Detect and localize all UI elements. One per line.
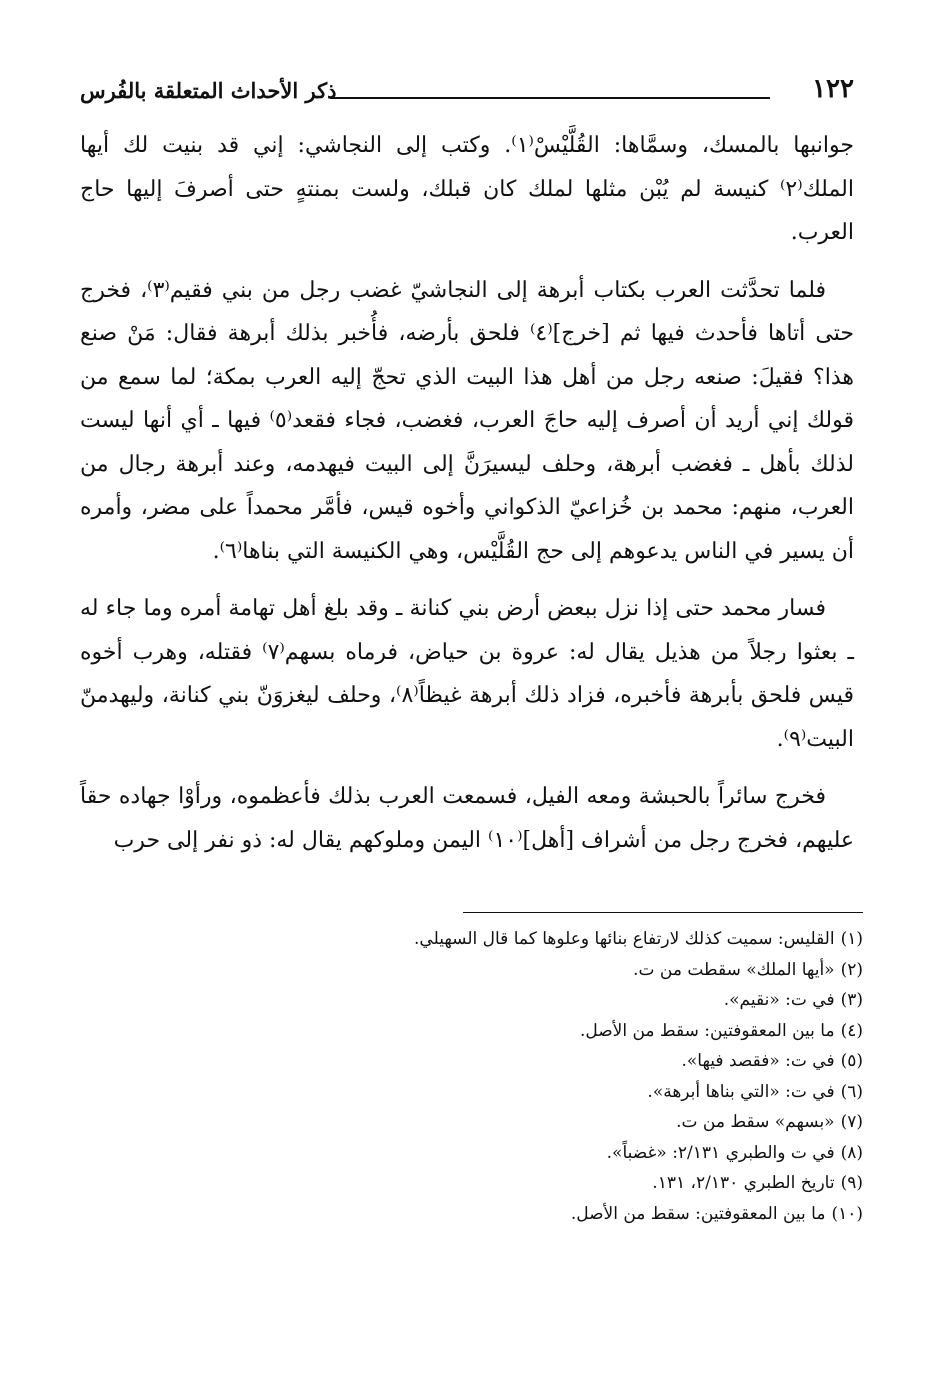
footnote-text: ما بين المعقوفتين: سقط من الأصل. xyxy=(579,1020,835,1041)
main-text xyxy=(80,124,854,876)
footnote-text: «بسهم» سقط من ت. xyxy=(676,1112,835,1132)
page-number: ١٢٢ xyxy=(812,74,854,104)
footnote-item xyxy=(143,955,863,986)
paragraph: فسار محمد حتى إذا نزل ببعض أرض بني كنانة ـ وقد بلغ أهل تهامة أمره وما جاء له ـ بعثوا رجلاً من هذيل يقال له: عروة بن حياض، فرماه بسهم⁽٧⁾ فقتله، وهرب أخوه قيس فلحق بأبرهة فأخبره، فزاد ذلك أبرهة غيظاً⁽٨⁾، وحلف ليغزوَنّ بني كنانة، وليهدمنّ البيت⁽٩⁾. xyxy=(80,596,854,752)
paragraph: فلما تحدَّثت العرب بكتاب أبرهة إلى النجاشيّ غضب رجل من بني فقيم⁽٣⁾، فخرج حتى أتاها فأحدث فيها ثم [خرج]⁽٤⁾ فلحق بأرضه، فأُخبر بذلك أبرهة فقال: مَنْ صنع هذا؟ فقيلَ: صنعه رجل من أهل هذا البيت الذي تحجّ إليه العرب بمكة؛ لما سمع من قولك إني أريد أن أصرف إليه حاجَ العرب، فغضب، فجاء فقعد⁽٥⁾ فيها ـ أي أنها ليست لذلك بأهل ـ فغضب أبرهة، وحلف ليسيرَنَّ إلى البيت فيهدمه، وعند أبرهة رجال من العرب، منهم: محمد بن خُزاعيّ الذكواني وأخوه قيس، فأمَّر محمداً على مضر، وأمره أن يسير في الناس يدعوهم إلى حج القُلَّيْس، وهي الكنيسة التي بناها⁽٦⁾. xyxy=(80,277,855,564)
footnote-item xyxy=(143,1107,863,1138)
footnote-number: (٤) xyxy=(840,1020,863,1041)
footnote-item xyxy=(143,1168,863,1199)
footnote-item xyxy=(143,985,863,1016)
footnote-number: (١٠) xyxy=(831,1203,863,1224)
header-rule xyxy=(330,97,770,99)
footnote-item xyxy=(143,1077,863,1108)
footnote-text: تاريخ الطبري ٢/١٣٠، ١٣١. xyxy=(652,1173,835,1193)
footnote-divider xyxy=(463,912,863,913)
footnotes-list xyxy=(143,924,863,1229)
footnote-text: في ت: «التي بناها أبرهة». xyxy=(647,1081,835,1102)
footnote-item xyxy=(143,1199,863,1230)
footnote-text: «أيها الملك» سقطت من ت. xyxy=(633,959,835,980)
running-title: ذكر الأحداث المتعلقة بالفُرس xyxy=(80,78,337,103)
footnote-text: ما بين المعقوفتين: سقط من الأصل. xyxy=(570,1203,826,1224)
footnote-number: (٨) xyxy=(840,1142,863,1163)
footnote-text: في ت والطبري ٢/١٣١: «غضباً». xyxy=(606,1142,835,1163)
footnote-number: (٥) xyxy=(840,1051,863,1071)
footnote-number: (٣) xyxy=(840,990,863,1010)
footnote-text: في ت: «نقيم». xyxy=(723,990,835,1010)
footnote-item xyxy=(143,1016,863,1047)
footnote-number: (٦) xyxy=(840,1081,863,1102)
footnote-item xyxy=(143,1046,863,1077)
footnote-number: (٧) xyxy=(840,1112,863,1132)
page-header xyxy=(80,72,854,112)
footnote-item xyxy=(143,924,863,955)
footnote-number: (١) xyxy=(840,929,863,949)
paragraph: جوانبها بالمسك، وسمَّاها: القُلَّيْسْ⁽١⁾. وكتب إلى النجاشي: إني قد بنيت لك أيها الملك⁽٢⁾ كنيسة لم يُبْن مثلها لملك كان قبلك، ولست بمنتهٍ حتى أصرفَ إليها حاج العرب. xyxy=(80,133,854,245)
footnote-text: في ت: «فقصد فيها». xyxy=(681,1051,835,1071)
footnote-text: القليس: سميت كذلك لارتفاع بنائها وعلوها كما قال السهيلي. xyxy=(414,929,835,949)
footnote-item xyxy=(143,1138,863,1169)
paragraph: فخرج سائراً بالحبشة ومعه الفيل، فسمعت العرب بذلك فأعظموه، ورأوْا جهاده حقاً عليهم، فخرج رجل من أشراف [أهل]⁽١٠⁾ اليمن وملوكهم يقال له: ذو نفر إلى حرب xyxy=(80,784,854,853)
footnote-number: (٢) xyxy=(840,959,863,980)
footnote-number: (٩) xyxy=(840,1173,863,1193)
